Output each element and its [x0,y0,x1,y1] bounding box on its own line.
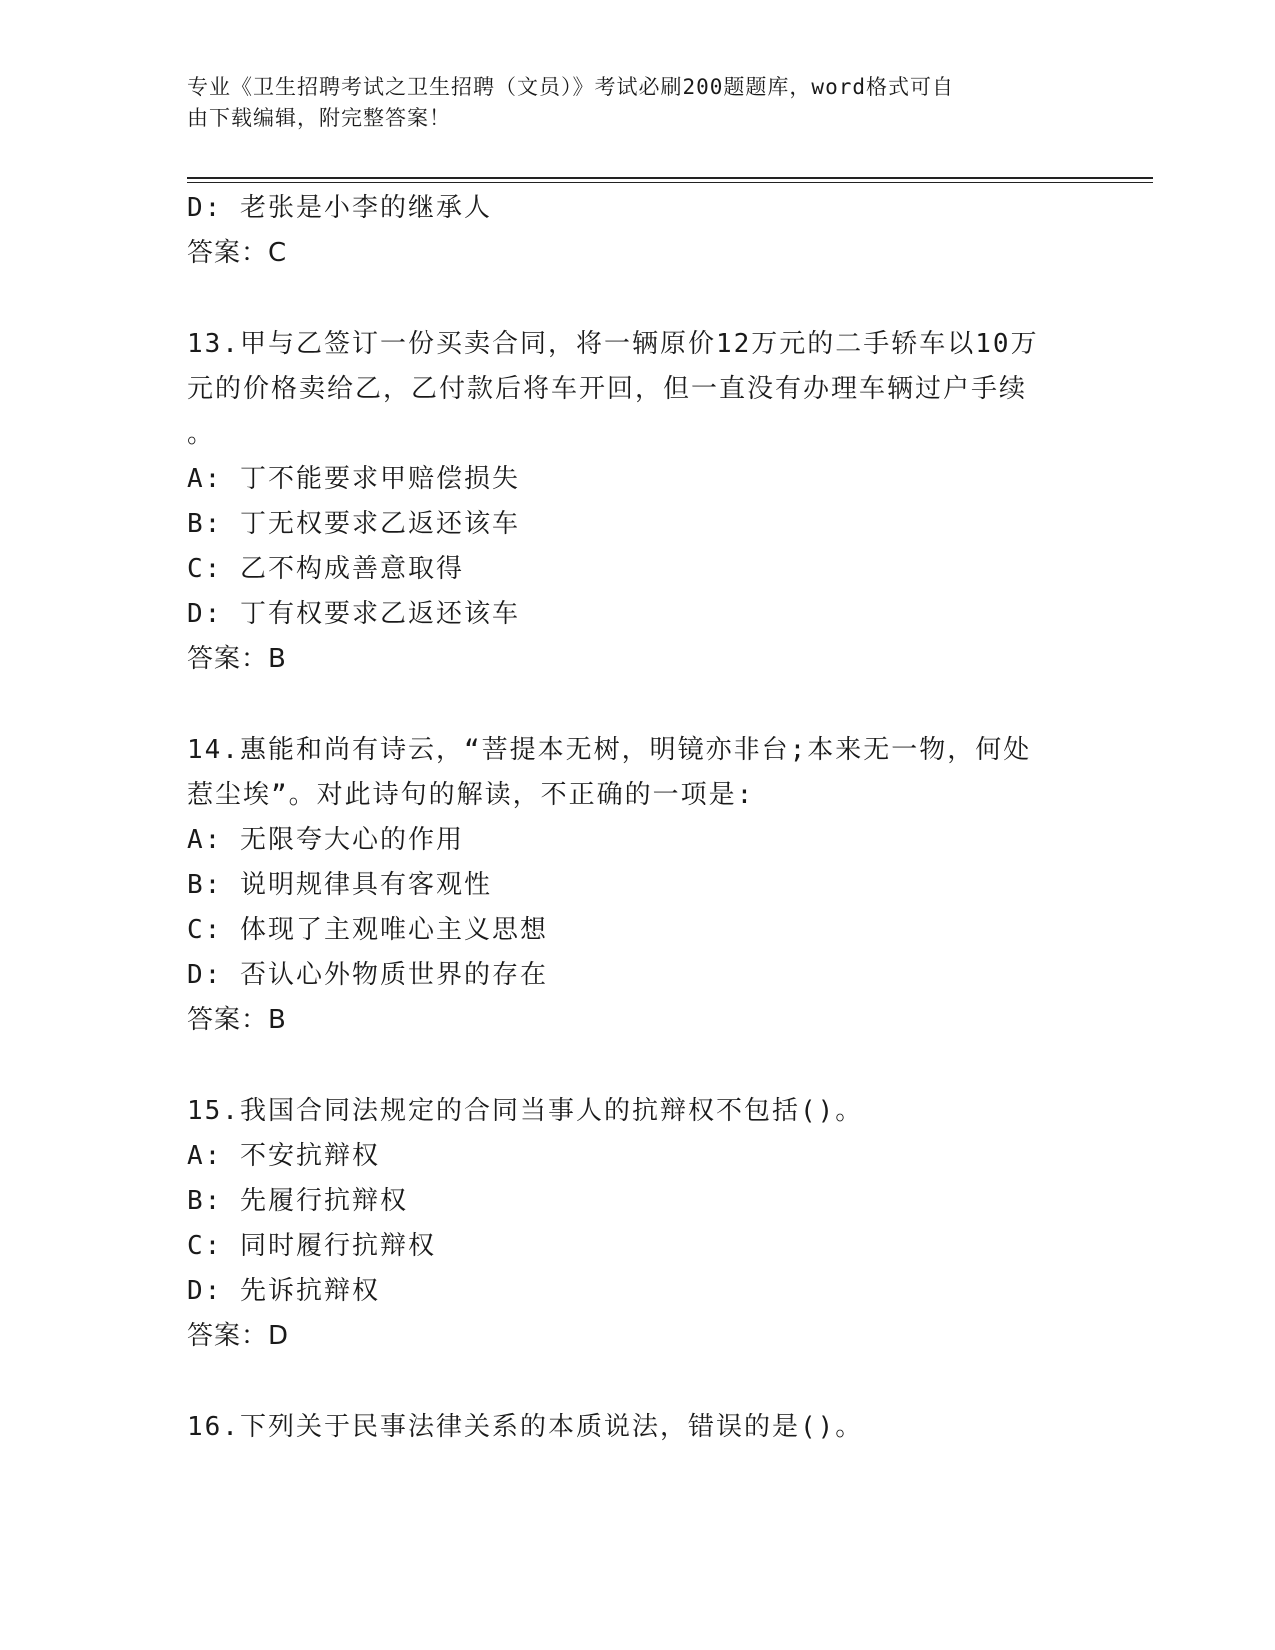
header-line-1: 专业《卫生招聘考试之卫生招聘（文员）》考试必刷200题题库，word格式可自 [187,75,954,99]
q13-option-d: D: 丁有权要求乙返还该车 [187,599,520,629]
q15-answer: 答案：D [187,1321,290,1351]
q13-stem-line-3: 。 [187,419,216,449]
q13-stem-line-2: 元的价格卖给乙，乙付款后将车开回，但一直没有办理车辆过户手续 [187,374,1028,404]
header-line-2: 由下载编辑，附完整答案！ [187,106,451,130]
q15-stem: 15.我国合同法规定的合同当事人的抗辩权不包括()。 [187,1096,864,1126]
spacer [187,1043,1087,1089]
q14-answer: 答案：B [187,1005,287,1035]
header-rule-thick [187,177,1153,179]
spacer [187,682,1087,728]
spacer [187,276,1087,322]
q14-option-b: B: 说明规律具有客观性 [187,870,492,900]
q15-option-a: A: 不安抗辩权 [187,1141,380,1171]
q14-option-d: D: 否认心外物质世界的存在 [187,960,548,990]
q13-option-b: B: 丁无权要求乙返还该车 [187,509,520,539]
q13-stem-line-1: 13.甲与乙签订一份买卖合同，将一辆原价12万元的二手轿车以10万 [187,329,1039,359]
spacer [187,1359,1087,1405]
q13-option-a: A: 丁不能要求甲赔偿损失 [187,464,520,494]
prev-answer: 答案：C [187,238,288,268]
q14-option-a: A: 无限夸大心的作用 [187,825,464,855]
header-rule-thin [187,182,1153,183]
q13-answer: 答案：B [187,644,287,674]
q14-option-c: C: 体现了主观唯心主义思想 [187,915,548,945]
q15-option-c: C: 同时履行抗辩权 [187,1231,436,1261]
document-header [187,72,1087,134]
document-body [187,186,1087,1450]
q15-option-b: B: 先履行抗辩权 [187,1186,408,1216]
q14-stem-line-2: 惹尘埃”。对此诗句的解读，不正确的一项是: [187,780,755,810]
q16-stem: 16.下列关于民事法律关系的本质说法，错误的是()。 [187,1412,864,1442]
q13-option-c: C: 乙不构成善意取得 [187,554,464,584]
q14-stem-line-1: 14.惠能和尚有诗云，“菩提本无树，明镜亦非台;本来无一物，何处 [187,735,1032,765]
prev-option-d: D: 老张是小李的继承人 [187,193,492,223]
q15-option-d: D: 先诉抗辩权 [187,1276,380,1306]
